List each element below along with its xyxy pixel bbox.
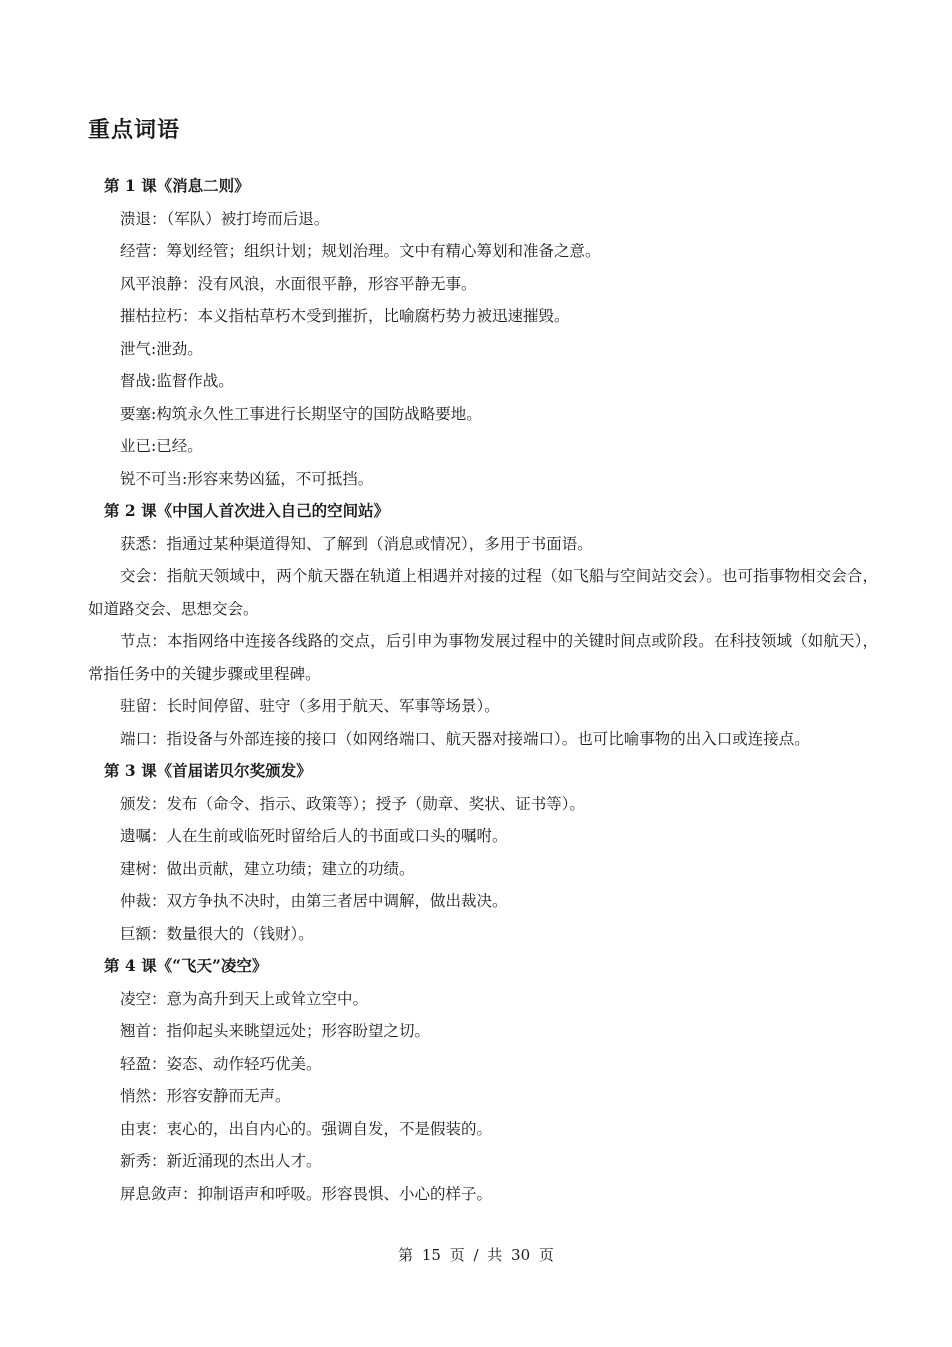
vocab-entry: 风平浪静：没有风浪，水面很平静，形容平静无事。 [120,274,477,293]
vocab-entry: 屏息敛声：抑制语声和呼吸。形容畏惧、小心的样子。 [120,1184,493,1203]
vocabulary-list [88,170,878,1210]
vocab-entry: 端口：指设备与外部连接的接口（如网络端口、航天器对接端口）。也可比喻事物的出入口或连接点。 [120,729,810,748]
lesson-heading: 第 1 课《消息二则》 [104,176,250,195]
lesson-heading: 第 2 课《中国人首次进入自己的空间站》 [104,501,390,520]
vocab-entry: 翘首：指仰起头来眺望远处；形容盼望之切。 [120,1022,431,1040]
lesson-section [88,170,878,495]
vocab-entry: 凌空：意为高升到天上或耸立空中。 [120,989,369,1008]
vocab-entry: 仲裁：双方争执不决时，由第三者居中调解，做出裁决。 [120,892,508,910]
vocab-entry: 由衷：衷心的，出自内心的。强调自发，不是假装的。 [120,1119,493,1138]
vocab-entry: 节点：本指网络中连接各线路的交点，后引申为事物发展过程中的关键时间点或阶段。在科技领域（如航天），常指任务中的关键步骤或里程碑。 [88,632,878,683]
page-footer: 第 15 页 / 共 30 页 [398,1246,554,1264]
vocab-entry: 悄然：形容安静而无声。 [120,1087,291,1105]
lesson-heading: 第 3 课《首届诺贝尔奖颁发》 [104,761,312,780]
vocab-entry: 锐不可当:形容来势凶猛，不可抵挡。 [120,469,374,488]
vocab-entry: 新秀：新近涌现的杰出人才。 [120,1152,322,1170]
vocab-entry: 巨额：数量很大的（钱财）。 [120,924,314,943]
vocab-entry: 督战:监督作战。 [120,372,234,390]
vocab-entry: 泄气:泄劲。 [120,339,203,358]
vocab-entry: 建树：做出贡献，建立功绩；建立的功绩。 [120,859,415,878]
vocab-entry: 摧枯拉朽：本义指枯草朽木受到摧折，比喻腐朽势力被迅速摧毁。 [120,307,570,325]
vocab-entry: 获悉：指通过某种渠道得知、了解到（消息或情况），多用于书面语。 [120,534,593,553]
page-title: 重点词语 [88,117,181,143]
lesson-section [88,755,878,950]
vocab-entry: 经营：筹划经管；组织计划；规划治理。文中有精心筹划和准备之意。 [120,242,601,260]
vocab-entry: 轻盈：姿态、动作轻巧优美。 [120,1054,322,1073]
vocab-entry: 业已:已经。 [120,437,203,455]
vocab-entry: 遗嘱：人在生前或临死时留给后人的书面或口头的嘱咐。 [120,827,508,845]
vocab-entry: 要塞:构筑永久性工事进行长期坚守的国防战略要地。 [120,404,482,423]
lesson-section [88,495,878,755]
vocab-entry: 溃退：（军队）被打垮而后退。 [120,209,330,228]
lesson-section [88,950,878,1210]
vocab-entry: 颁发：发布（命令、指示、政策等）；授予（勋章、奖状、证书等）。 [120,794,586,813]
lesson-heading: 第 4 课《“飞天”凌空》 [104,956,268,975]
vocab-entry: 交会：指航天领域中，两个航天器在轨道上相遇并对接的过程（如飞船与空间站交会）。也可指事物相交会合，如道路交会、思想交会。 [88,567,878,618]
vocab-entry: 驻留：长时间停留、驻守（多用于航天、军事等场景）。 [120,697,500,715]
